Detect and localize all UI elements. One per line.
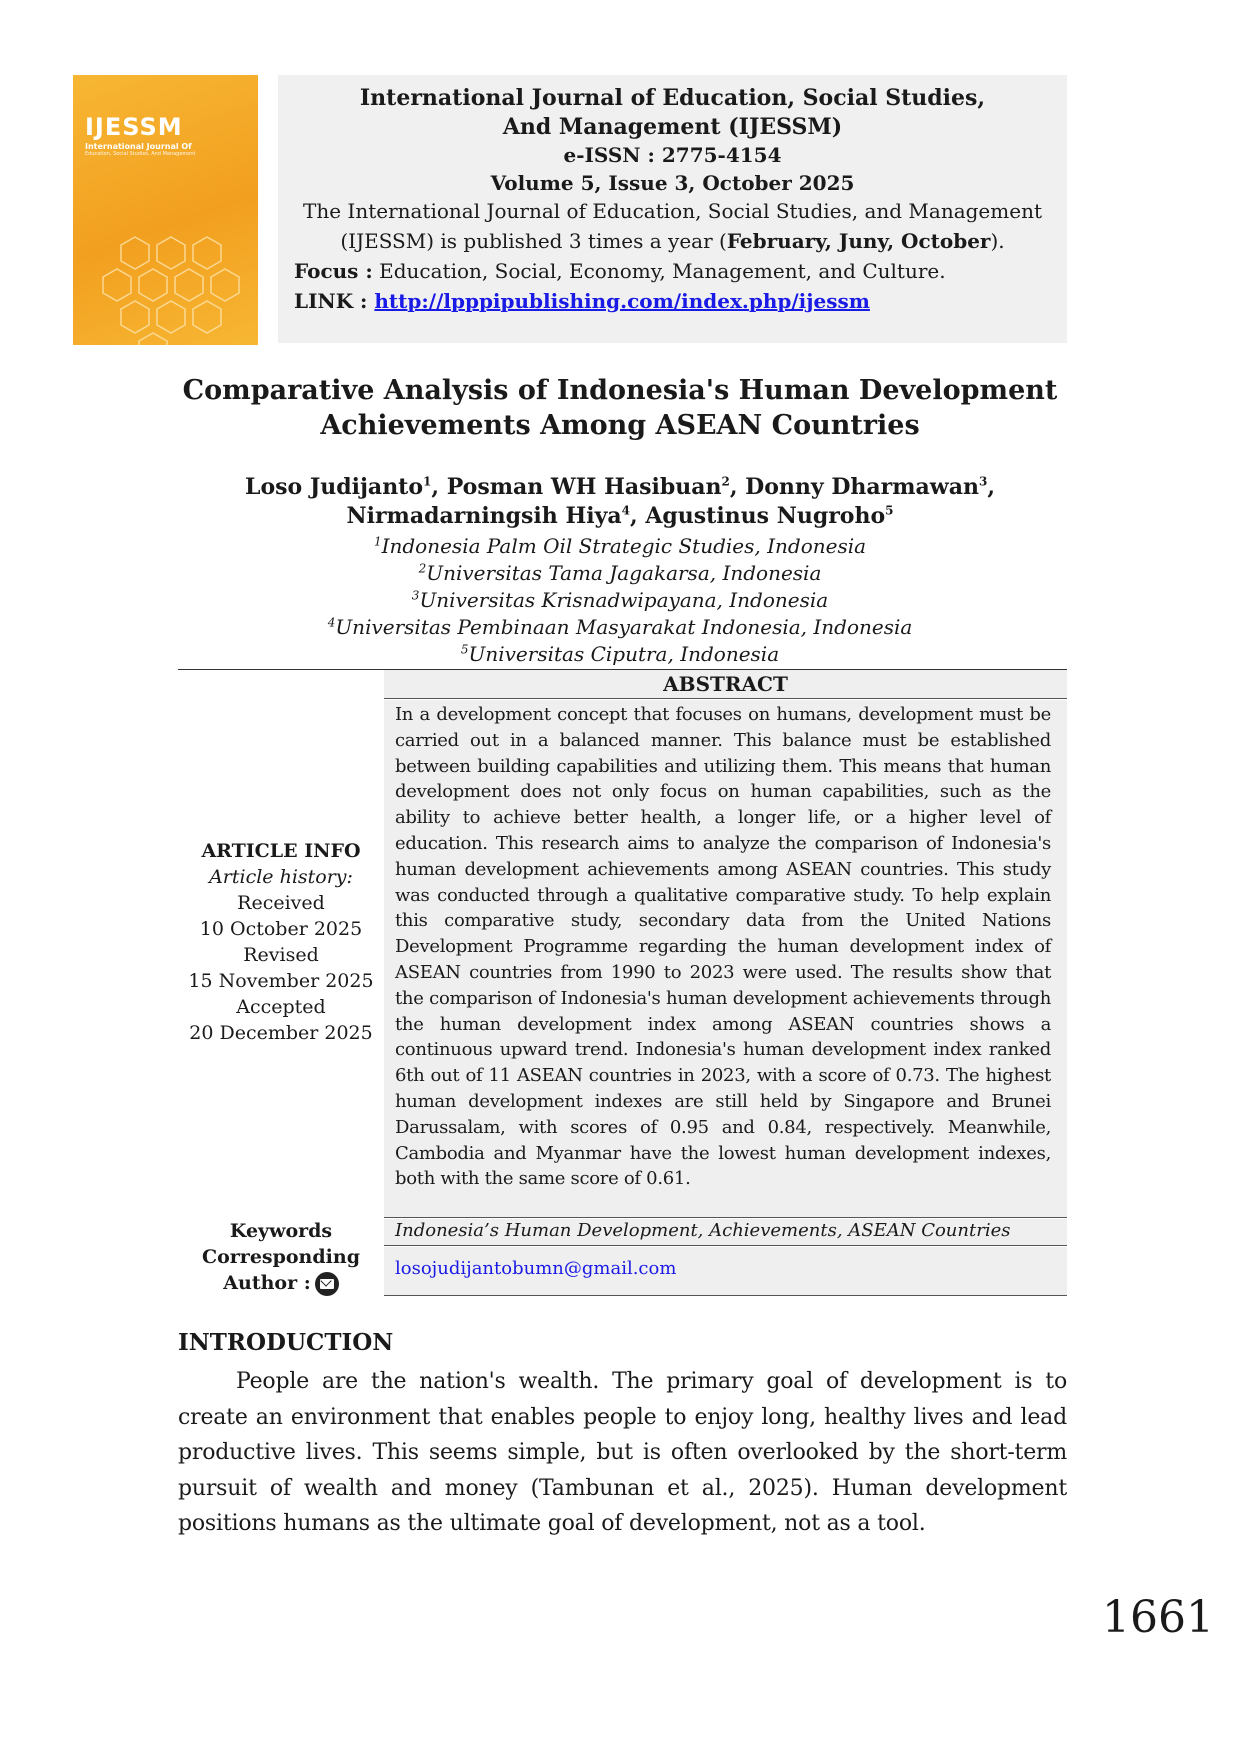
link-label: LINK : bbox=[294, 289, 375, 313]
publication-info-line1: The International Journal of Education, Social Studies, and Management bbox=[303, 199, 1042, 223]
affiliation: $^3$Universitas Krisnadwipayana, Indonesia bbox=[411, 588, 829, 612]
cover-logo-sub2: Education, Social Studies, And Management bbox=[85, 151, 196, 157]
journal-header bbox=[278, 75, 1067, 343]
author-label-row bbox=[178, 1272, 384, 1296]
corresponding-email-link[interactable]: losojudijantobumn@gmail.com bbox=[395, 1258, 677, 1279]
journal-url-link[interactable]: http://lpppipublishing.com/index.php/ijessm bbox=[374, 289, 870, 313]
abstract-heading: ABSTRACT bbox=[384, 670, 1067, 699]
keywords-panel bbox=[384, 1219, 1067, 1246]
hexagon-pattern-icon bbox=[73, 225, 258, 345]
author-name: Donny Dharmawan bbox=[745, 474, 979, 500]
keywords-label: Keywords bbox=[229, 1220, 333, 1242]
revised-label: Revised bbox=[243, 944, 319, 966]
introduction-paragraph: People are the nation's wealth. The primary goal of development is to create an environment that enables people to enjoy long, healthy lives and lead productive lives. This seems simple, but is often overlooked by the short-term pursuit of wealth and money (Tambunan et al., 2025). Human development positions humans as the ultimate goal of development, not as a tool. bbox=[178, 1369, 1067, 1536]
journal-cover bbox=[73, 75, 258, 345]
cover-logo-text: IJESSM bbox=[85, 113, 183, 141]
author-name: Loso Judijanto bbox=[244, 474, 424, 500]
affiliation: $^4$Universitas Pembinaan Masyarakat Indonesia, Indonesia bbox=[327, 615, 913, 639]
page-number: 1661 bbox=[1102, 1592, 1214, 1643]
received-label: Received bbox=[237, 892, 325, 914]
corresponding-label: Corresponding bbox=[202, 1246, 360, 1268]
article-history-label: Article history: bbox=[209, 866, 353, 888]
journal-link bbox=[294, 289, 870, 313]
affiliation: $^5$Universitas Ciputra, Indonesia bbox=[460, 642, 780, 666]
publication-months: February, Juny, October bbox=[726, 229, 991, 253]
abstract-panel bbox=[384, 700, 1067, 1218]
keywords-text: Indonesia’s Human Development, Achievements, ASEAN Countries bbox=[395, 1220, 1011, 1241]
publication-info-post: ). bbox=[990, 229, 1005, 253]
journal-name-line1: International Journal of Education, Social Studies, bbox=[359, 85, 986, 111]
affiliation: $^2$Universitas Tama Jagakarsa, Indonesia bbox=[418, 561, 822, 585]
author-name: Nirmadarningsih Hiya bbox=[346, 503, 622, 529]
author-name: Agustinus Nugroho bbox=[645, 503, 886, 529]
cover-logo-sub: International Journal Of bbox=[85, 142, 192, 151]
cover-logo bbox=[85, 113, 196, 157]
journal-eissn: e-ISSN : 2775-4154 bbox=[563, 143, 782, 167]
focus-text: Education, Social, Economy, Management, and Culture. bbox=[372, 259, 946, 283]
article-info-heading: ARTICLE INFO bbox=[201, 840, 361, 862]
affiliation: $^1$Indonesia Palm Oil Strategic Studies, Indonesia bbox=[373, 534, 867, 558]
email-panel bbox=[384, 1247, 1067, 1296]
author-list-line2: Nirmadarningsih Hiya$^4$, Agustinus Nugroho$^5$ bbox=[346, 503, 894, 529]
paper-title-line2: Achievements Among ASEAN Countries bbox=[320, 410, 920, 441]
revised-date: 15 November 2025 bbox=[188, 970, 374, 992]
author-name: Posman WH Hasibuan bbox=[446, 474, 722, 500]
envelope-icon bbox=[315, 1272, 339, 1296]
abstract-text: In a development concept that focuses on humans, development must be carried out in a balanced manner. This balance must be established between building capabilities and utilizing them. This means that human development does not only focus on human capabilities, such as the ability to achieve better health, a longer life, or a higher level of education. This research aims to analyze the comparison of Indonesia's human development achievements among ASEAN countries. This study was conducted through a qualitative comparative study. To help explain this comparative study, secondary data from the United Nations Development Programme regarding the human development index of ASEAN countries from 1990 to 2023 were used. The results show that the comparison of Indonesia's human development achievements through the human development index among ASEAN countries shows a continuous upward trend. Indonesia's human development index ranked 6th out of 11 ASEAN countries in 2023, with a score of 0.73. The highest human development indexes are still held by Singapore and Brunei Darussalam, with scores of 0.95 and 0.84, respectively. Meanwhile, Cambodia and Myanmar have the lowest human development indexes, both with the same score of 0.61. bbox=[395, 704, 1051, 1190]
journal-focus bbox=[294, 259, 946, 283]
accepted-label: Accepted bbox=[236, 996, 326, 1018]
focus-label: Focus : bbox=[294, 259, 373, 283]
received-date: 10 October 2025 bbox=[199, 918, 363, 940]
author-list-line1: Loso Judijanto$^1$, Posman WH Hasibuan$^2$, Donny Dharmawan$^3$, bbox=[244, 474, 996, 500]
journal-name-line2: And Management (IJESSM) bbox=[502, 114, 843, 140]
paper-title-line1: Comparative Analysis of Indonesia's Human Development bbox=[182, 375, 1058, 406]
publication-info-pre: (IJESSM) is published 3 times a year ( bbox=[340, 229, 727, 253]
introduction-heading: INTRODUCTION bbox=[178, 1329, 394, 1356]
author-label: Author : bbox=[223, 1272, 311, 1294]
accepted-date: 20 December 2025 bbox=[189, 1022, 373, 1044]
publication-info-line2 bbox=[278, 229, 1067, 253]
journal-volume: Volume 5, Issue 3, October 2025 bbox=[490, 171, 855, 195]
